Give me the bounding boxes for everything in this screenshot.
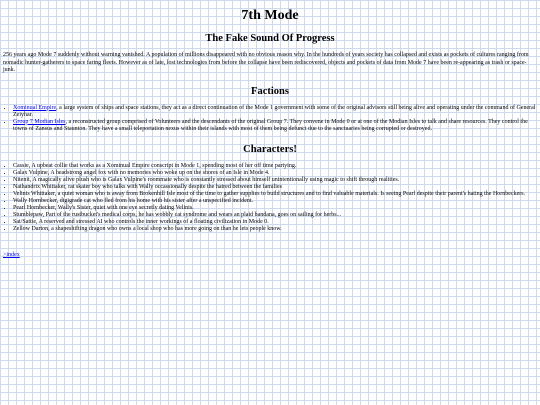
intro-paragraph: 256 years ago Mode 7 suddenly without warning vanished. A population of millions disappeared with no obvious reason why. In the hundreds of years society has collapsed and exists as pockets of cultures ranging from nomadic hunter-gatherers to space faring fleets. However as of late, lost technologies from before the collapse have been rediscovered, objects and pockets of data from Mode 7 have been re-appearing as trash or space-junk. — [3, 52, 529, 73]
faction-description: , a reconstructed group comprised of Volunteers and the descendants of the original Group 7. They convene in Mode 0 or at one of the Modian Isles to talk and share resources. They control the towns of Zansus and Staunton. They have a small teleportation nexus within their islands with most of them being defunct due to the sanctuaries being corrupted or destroyed. — [13, 118, 528, 132]
character-item: • Nathandrix Whittaker, rat skater boy who talks with Wally occassionally despite the hatred between the families — [13, 184, 537, 191]
factions-heading: Factions — [251, 85, 289, 97]
index-link[interactable]: >index — [3, 251, 20, 258]
character-item: • Galax Vulpine, A headstrong angel fox with no memories who woke up on the shores of an Isle in Mode 4. — [13, 170, 537, 177]
faction-item-group-7-modian-isles — [13, 119, 537, 133]
characters-list — [3, 163, 537, 233]
page-subtitle: The Fake Sound Of Progress — [205, 33, 335, 44]
character-item: • Velinis Whittaker, a quiet woman who is away from Brokenhill Isle most of the time to gather supplies to build structures and to find valuable materials. Is seeing Pearl despite their parent's hating the Hornbeckers. — [13, 191, 537, 198]
faction-link-xominual-empire[interactable]: Xominual Empire — [13, 104, 57, 111]
faction-link-group-7-modian-isles[interactable]: Group 7 Modian Isles — [13, 118, 66, 125]
character-item: • Sat/Sattie, A reserved and stressed AI who controls the inner workings of a floating civilization in Mode 0. — [13, 219, 537, 226]
faction-item-xominual-empire — [13, 105, 537, 119]
faction-description: , a large system of ships and space stations, they act as a direct continuation of the Mode 1 government with some of the original advisors still being alive and operating under the command of General Zeiyhar. — [13, 104, 536, 118]
character-item: • Wally Hornbecker, digigrade cat who fled from his home with his sister after a unspecified incident. — [13, 198, 537, 205]
character-item: • Nitenit, A magically alive plush who is Galax Vulpine's roommate who is constantly stressed about himself unintentionally using magic to shift through realities. — [13, 177, 537, 184]
characters-heading: Characters! — [243, 143, 297, 155]
page-title: 7th Mode — [241, 8, 299, 23]
character-item: • Cassie, A upbeat collie that works as a Xominual Empire conscript in Mode 1, spending most of her off time partying. — [13, 163, 537, 170]
character-item: • Stumblepaw, Part of the rustbucket's medical corps, he has wobbly cat syndrome and wears an plaid bandana, goes on sailing for herbs... — [13, 212, 537, 219]
character-item: • Zellow Darton, a shapeshifting dragon who owns a local shop who has more going on than he lets people know. — [13, 226, 537, 233]
factions-list — [3, 105, 537, 133]
character-item: • Pearl Hornbecker, Wally's Sister, quiet with one eye secretly dating Velinis. — [13, 205, 537, 212]
